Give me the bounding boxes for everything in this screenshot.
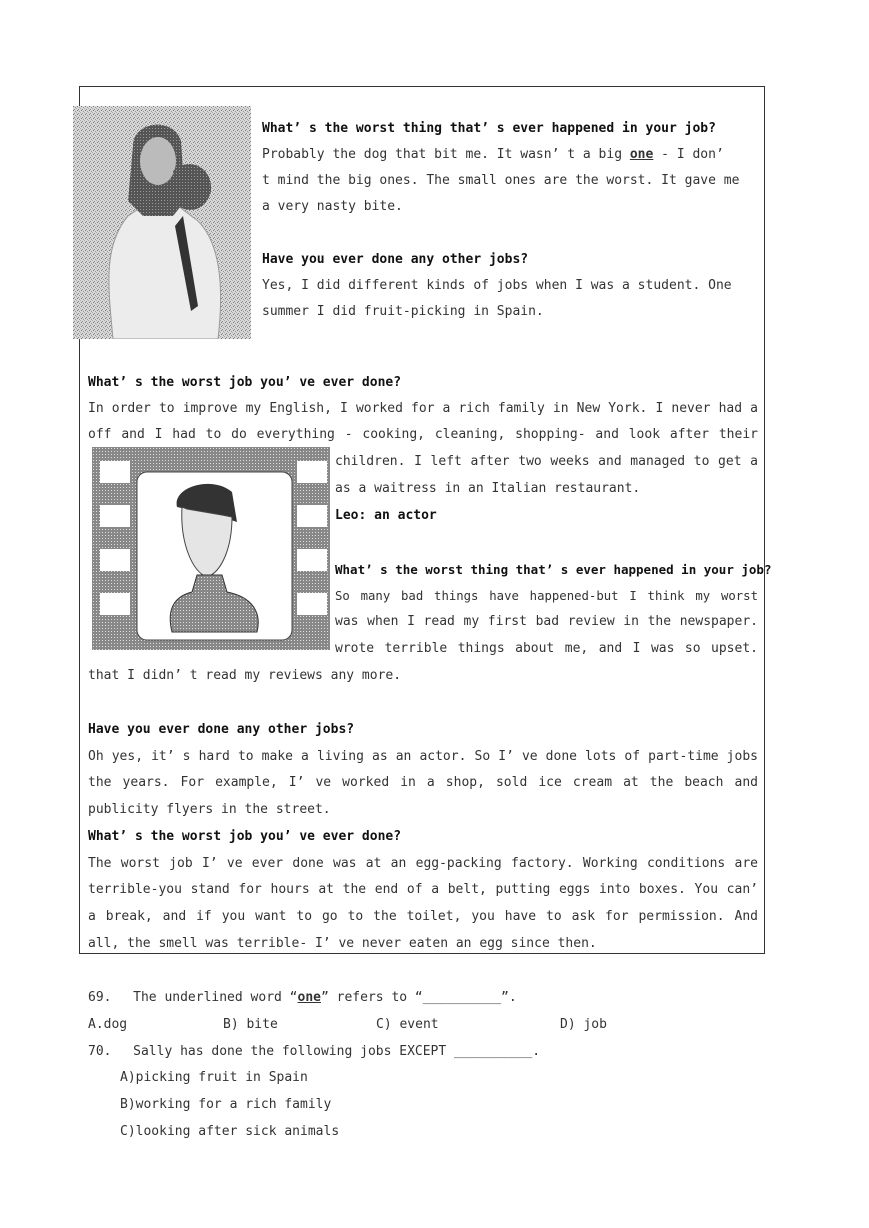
sally-answer-line: summer I did fruit-picking in Spain.	[262, 304, 544, 319]
option-b: B)working for a rich family	[120, 1097, 332, 1112]
option-c: C) event	[376, 1017, 439, 1032]
sally-answer-line: In order to improve my English, I worked for a rich family in New York. I never had a	[88, 401, 758, 416]
answer-blank: __________	[422, 990, 502, 1005]
question-number: 69.	[88, 990, 112, 1005]
question-text: ”.	[501, 990, 517, 1005]
sally-answer-line	[262, 146, 724, 164]
leo-answer-line: was when I read my first bad review in the newspaper.	[335, 614, 758, 629]
sally-answer-line: off and I had to do everything - cooking, cleaning, shopping- and look after their	[88, 427, 758, 442]
question-69	[88, 989, 517, 1007]
sally-answer-text: Probably the dog that bit me. It wasn’ t a big	[262, 147, 630, 162]
sally-question-other-jobs: Have you ever done any other jobs?	[262, 252, 529, 267]
leo-film-image	[92, 447, 330, 650]
sally-answer-text: - I don’	[653, 147, 724, 162]
sally-question-worst-thing: What’ s the worst thing that’ s ever happened in your job?	[262, 121, 716, 136]
underlined-word-one: one	[297, 990, 321, 1005]
leo-answer-line: a break, and if you want to go to the toilet, you have to ask for permission. And	[88, 909, 758, 924]
sally-answer-line: as a waitress in an Italian restaurant.	[335, 481, 641, 496]
sally-answer-line: t mind the big ones. The small ones are the worst. It gave me	[262, 173, 740, 188]
underlined-word-one: one	[629, 147, 654, 162]
option-a: A)picking fruit in Spain	[120, 1070, 308, 1085]
question-70	[88, 1043, 540, 1061]
option-a: A.dog	[88, 1017, 128, 1032]
leo-question-other-jobs: Have you ever done any other jobs?	[88, 722, 355, 737]
option-c: C)looking after sick animals	[120, 1124, 340, 1139]
leo-question-worst-thing: What’ s the worst thing that’ s ever happened in your job?	[335, 562, 772, 577]
leo-answer-line: So many bad things have happened-but I think my worst	[335, 589, 758, 603]
leo-answer-line: all, the smell was terrible- I’ ve never eaten an egg since then.	[88, 936, 597, 951]
sally-photo	[73, 106, 251, 339]
leo-answer-line: Oh yes, it’ s hard to make a living as an actor. So I’ ve done lots of part-time jobs	[88, 749, 758, 764]
sally-answer-line: a very nasty bite.	[262, 199, 403, 214]
leo-answer-line: The worst job I’ ve ever done was at an egg-packing factory. Working conditions are	[88, 856, 758, 871]
question-text: The underlined word “	[133, 990, 298, 1005]
leo-answer-line: that I didn’ t read my reviews any more.	[88, 668, 402, 683]
sally-answer-line: children. I left after two weeks and managed to get a	[335, 454, 758, 469]
question-number: 70.	[88, 1044, 112, 1059]
leo-answer-line: publicity flyers in the street.	[88, 802, 331, 817]
leo-answer-line: the years. For example, I’ ve worked in a shop, sold ice cream at the beach and	[88, 775, 758, 790]
option-d: D) job	[560, 1017, 607, 1032]
leo-question-worst-job: What’ s the worst job you’ ve ever done?	[88, 829, 402, 844]
option-b: B) bite	[223, 1017, 278, 1032]
sally-question-worst-job: What’ s the worst job you’ ve ever done?	[88, 375, 402, 390]
leo-answer-line: wrote terrible things about me, and I was so upset.	[335, 641, 758, 656]
question-text: ” refers to “	[321, 990, 423, 1005]
leo-answer-line: terrible-you stand for hours at the end of a belt, putting eggs into boxes. You can’	[88, 882, 758, 897]
question-text: Sally has done the following jobs EXCEPT __________.	[133, 1044, 541, 1059]
sally-answer-line: Yes, I did different kinds of jobs when I was a student. One	[262, 278, 732, 293]
leo-heading: Leo: an actor	[335, 508, 437, 523]
